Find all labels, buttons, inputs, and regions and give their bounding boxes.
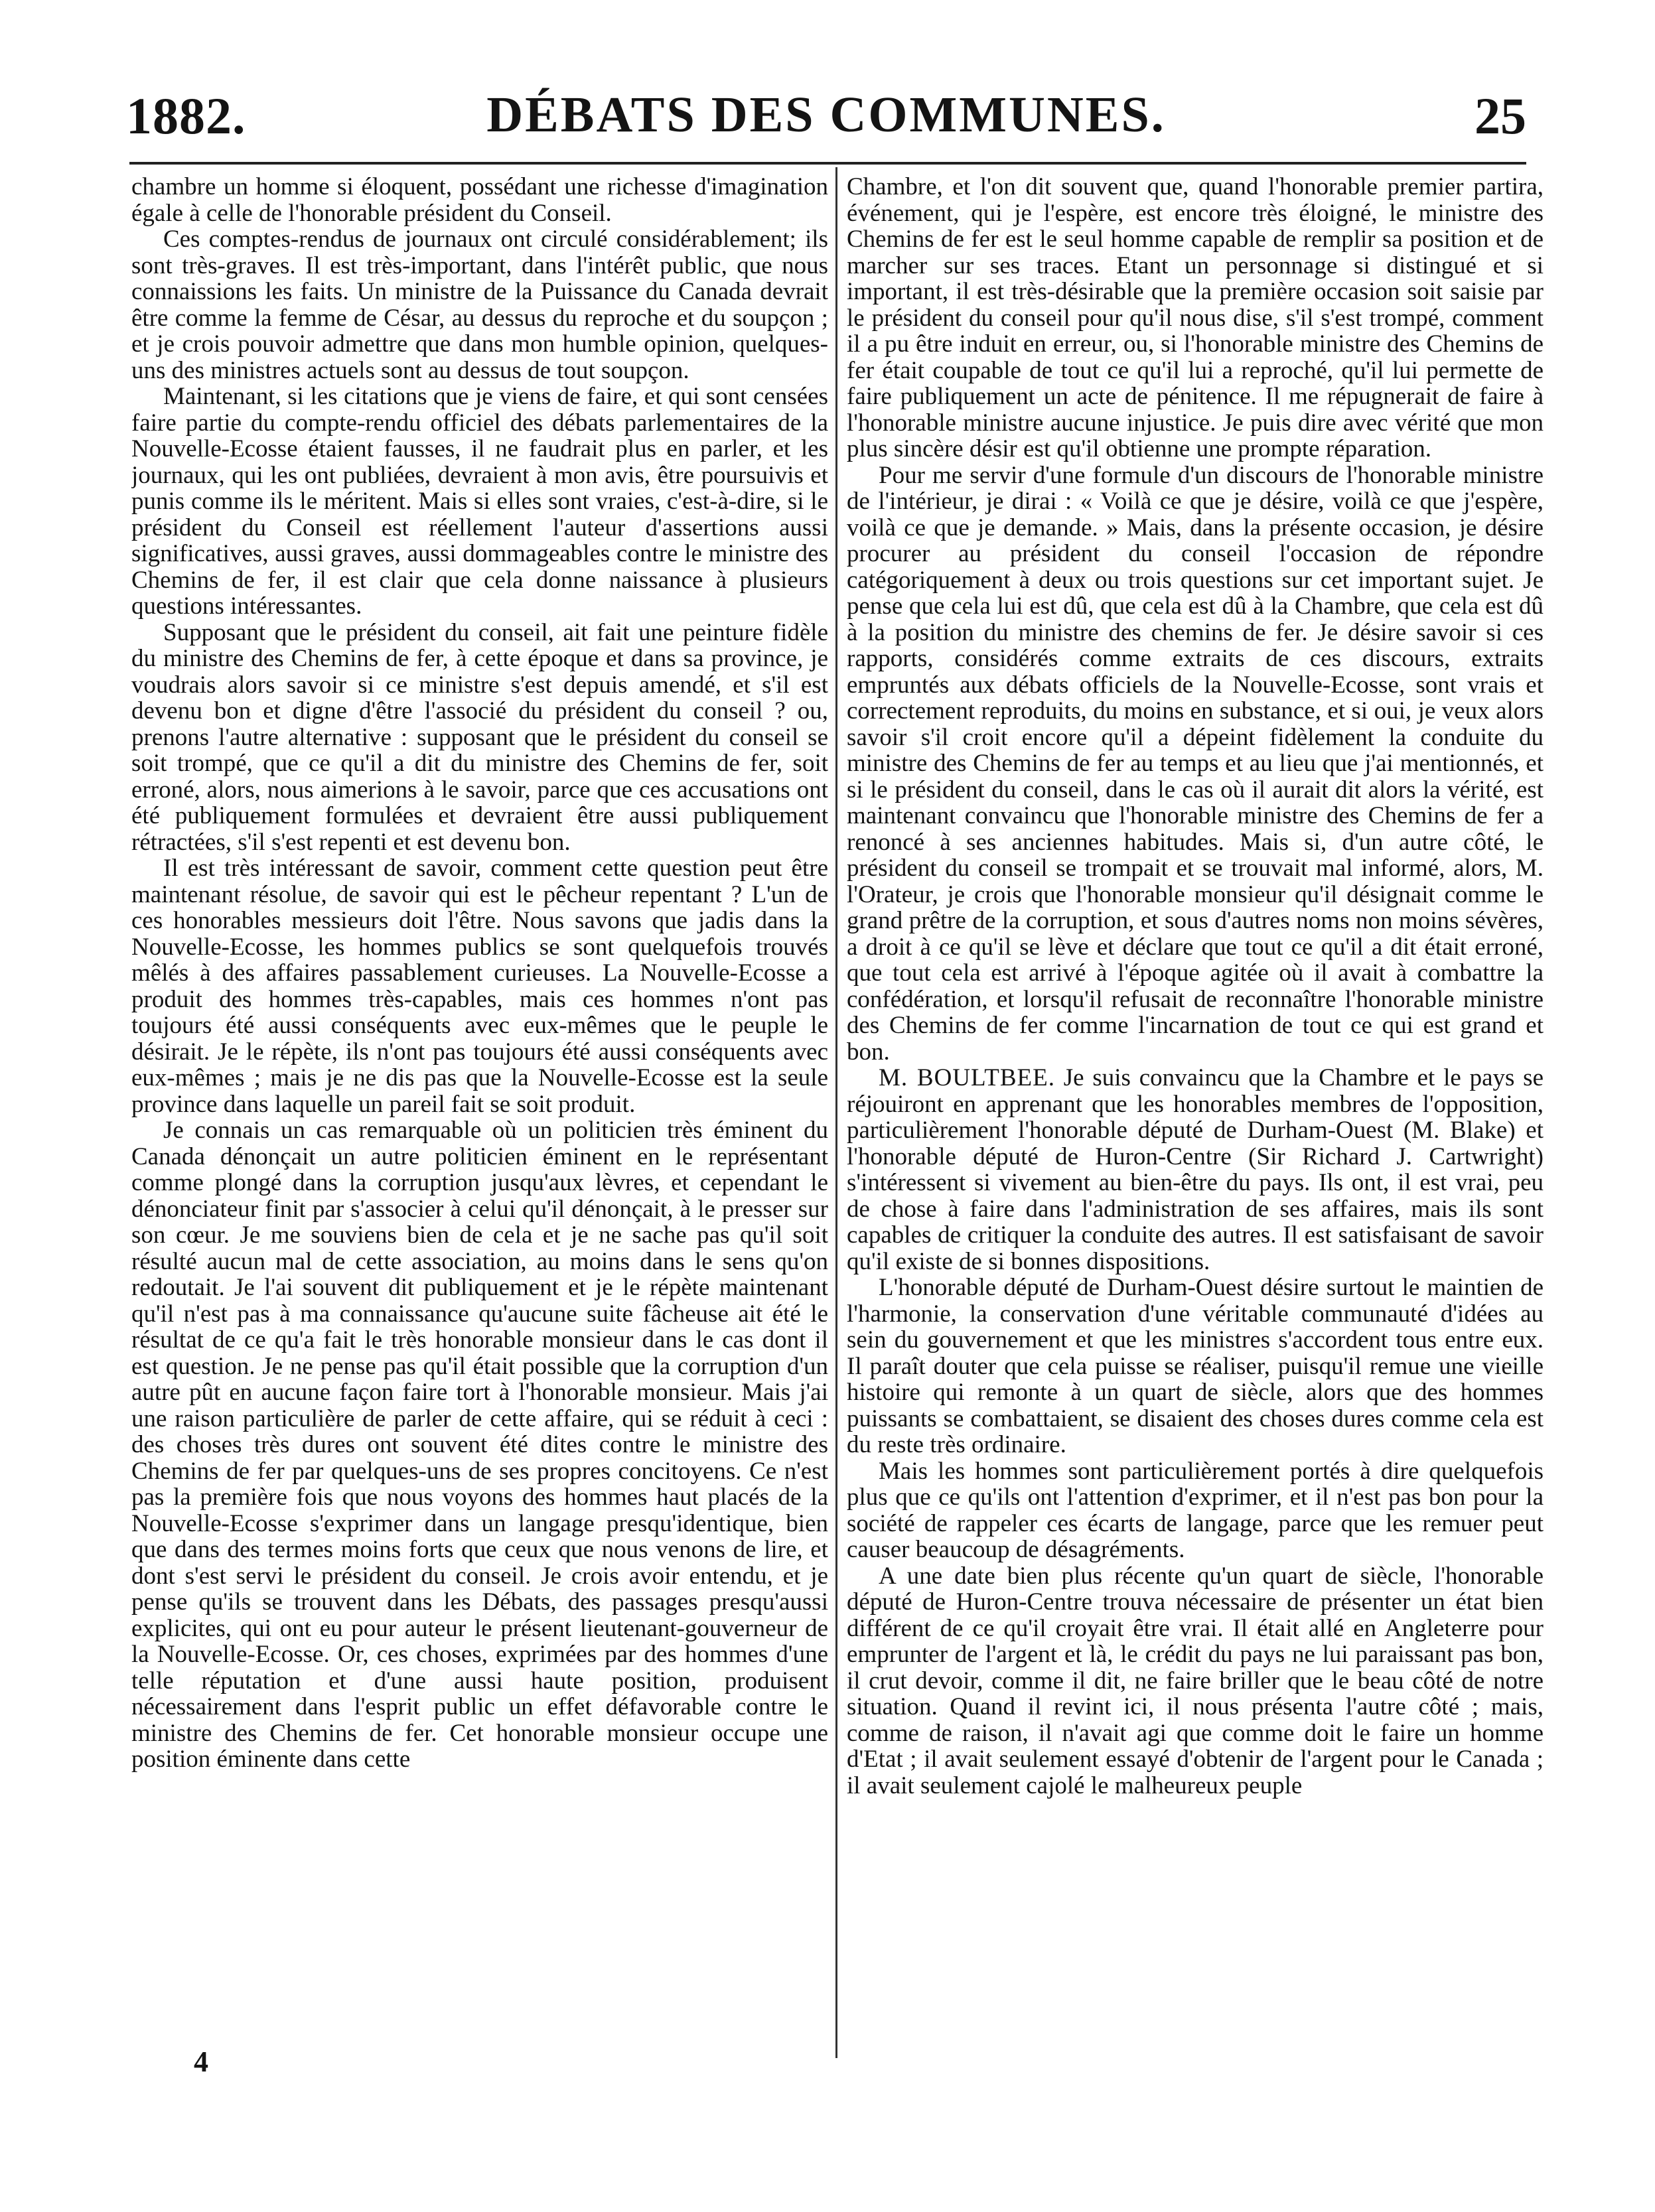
header-rule	[129, 162, 1526, 165]
speech-text: Je suis convaincu que la Chambre et le pays se réjouiront en apprenant que les honorables membres de l'opposition, particulièrement l'honorable député de Durham-Ouest (M. Blake) et l'honorable député de Huron-Centre (Sir Richard J. Cartwright) s'intéressent si vivement au bien-être du pays. Ils ont, il est vrai, peu de chose à faire dans l'administration de ses affaires, mais ils sont capables de critiquer la conduite des autres. Il est satisfaisant de savoir qu'il existe de si bonnes dispositions.	[847, 1064, 1544, 1275]
header-page-number: 25	[1475, 87, 1526, 145]
signature-mark: 4	[194, 2045, 208, 2078]
paragraph: Ces comptes-rendus de journaux ont circulé considérablement; ils sont très-graves. Il est très-important, dans l'intérêt public, que nous connaissions les faits. Un ministre de la Puissance du Canada devrait être comme la femme de César, au dessus du reproche et du soupçon ; et je crois pouvoir admettre que dans mon humble opinion, quelques-uns des ministres actuels sont au dessus de tout soupçon.	[131, 226, 828, 384]
paragraph: Chambre, et l'on dit souvent que, quand l'honorable premier partira, événement, qui je l'espère, est encore très éloigné, le ministre des Chemins de fer est le seul homme capable de remplir sa position et de marcher sur ses traces. Etant un personnage si distingué et si important, il est très-désirable que la première occasion soit saisie par le président du conseil pour qu'il nous dise, s'il s'est trompé, comment il a pu être induit en erreur, ou, si l'honorable ministre des Chemins de fer était coupable de tout ce qu'il lui a reproché, qu'il lui permette de faire publiquement un acte de pénitence. Il me répugnerait de faire à l'honorable ministre aucune injustice. Je puis dire avec vérité que mon plus sincère désir est qu'il obtienne une prompte réparation.	[847, 174, 1544, 462]
right-column	[847, 174, 1544, 2058]
header-title: DÉBATS DES COMMUNES.	[486, 87, 1166, 143]
paragraph: Il est très intéressant de savoir, comment cette question peut être maintenant résolue, de savoir qui est le pêcheur repentant ? L'un de ces honorables messieurs doit l'être. Nous savons que jadis dans la Nouvelle-Ecosse, les hommes publics se sont quelquefois trouvés mêlés à des affaires passablement curieuses. La Nouvelle-Ecosse a produit des hommes très-capables, mais ces hommes n'ont pas toujours été aussi conséquents avec eux-mêmes que le peuple le désirait. Je le répète, ils n'ont pas toujours été aussi conséquents avec eux-mêmes ; mais je ne dis pas que la Nouvelle-Ecosse est la seule province dans laquelle un pareil fait se soit produit.	[131, 855, 828, 1118]
page-header	[126, 86, 1526, 153]
paragraph: Maintenant, si les citations que je viens de faire, et qui sont censées faire partie du compte-rendu officiel des débats parlementaires de la Nouvelle-Ecosse étaient fausses, il ne faudrait plus en parler, et les journaux, qui les ont publiées, devraient à mon avis, être poursuivis et punis comme ils le méritent. Mais si elles sont vraies, c'est-à-dire, si le président du Conseil est réellement l'auteur d'assertions aussi significatives, aussi graves, aussi dommageables contre le ministre des Chemins de fer, il est clair que cela donne naissance à plusieurs questions intéressantes.	[131, 383, 828, 620]
paragraph: Supposant que le président du conseil, ait fait une peinture fidèle du ministre des Chemins de fer, à cette époque et dans sa province, je voudrais alors savoir si ce ministre s'est depuis amendé, et s'il est devenu bon et digne d'être l'associé du président du conseil ? ou, prenons l'autre alternative : supposant que le président du conseil se soit trompé, que ce qu'il a dit du ministre des Chemins de fer, soit erroné, alors, nous aimerions à le savoir, parce que ces accusations ont été publiquement formulées et devraient être aussi publiquement rétractées, s'il s'est repenti et est devenu bon.	[131, 618, 828, 856]
paragraph: chambre un homme si éloquent, possédant une richesse d'imagination égale à celle de l'honorable président du Conseil.	[131, 174, 828, 227]
column-divider	[835, 167, 837, 2058]
left-column	[131, 174, 828, 2058]
paragraph: L'honorable député de Durham-Ouest désire surtout le maintien de l'harmonie, la conservation d'une véritable communauté d'idées au sein du gouvernement et que les ministres s'accordent tous entre eux. Il paraît douter que cela puisse se réaliser, puisqu'il remue une vieille histoire qui remonte à un quart de siècle, alors que des hommes puissants se combattaient, se disaient des choses dures comme cela est du reste très ordinaire.	[847, 1274, 1544, 1458]
speaker-name: M. BOULTBEE.	[879, 1064, 1055, 1091]
paragraph: Mais les hommes sont particulièrement portés à dire quelquefois plus que ce qu'ils ont l'attention d'exprimer, et il n'est pas bon pour la société de rappeler ces écarts de langage, parce que les remuer peut causer beaucoup de désagréments.	[847, 1457, 1544, 1563]
paragraph: Je connais un cas remarquable où un politicien très éminent du Canada dénonçait un autre politicien éminent en le représentant comme plongé dans la corruption jusqu'aux lèvres, et cependant le dénonciateur finit par s'associer à celui qu'il dénonçait, à le presser sur son cœur. Je me souviens bien de cela et je ne sache pas qu'il soit résulté aucun mal de cette association, au moins dans le sens qu'on redoutait. Je l'ai souvent dit publiquement et je le répète maintenant qu'il n'est pas à ma connaissance qu'aucune suite fâcheuse ait été le résultat de ce qu'a fait le très honorable monsieur dans le cas dont il est question. Je ne pense pas qu'il était possible que la corruption d'un autre pût en aucune façon faire tort à l'honorable monsieur. Mais j'ai une raison particulière de parler de cette affaire, qui se réduit à ceci : des choses très dures ont souvent été dites contre le ministre des Chemins de fer par quelques-uns de ses propres concitoyens. Ce n'est pas la première fois que nous voyons des hommes haut placés de la Nouvelle-Ecosse s'exprimer dans un langage presqu'identique, bien que dans des termes moins forts que ceux que nous venons de lire, et dont s'est servi le président du conseil. Je crois avoir entendu, et je pense qu'ils se trouvent dans les Débats, des passages presqu'aussi explicites, qui ont eu pour auteur le présent lieutenant-gouverneur de la Nouvelle-Ecosse. Or, ces choses, exprimées par des hommes d'une telle réputation et d'une aussi haute position, produisent nécessairement dans l'esprit public un effet défavorable contre le ministre des Chemins de fer. Cet honorable monsieur occupe une position éminente dans cette	[131, 1117, 828, 1773]
paragraph: A une date bien plus récente qu'un quart de siècle, l'honorable député de Huron-Centre trouva nécessaire de présenter un état bien différent de ce qu'il croyait être vrai. Il était allé en Angleterre pour emprunter de l'argent et là, le crédit du pays ne lui paraissant pas bon, il crut devoir, comme il dit, ne faire briller que le beau côté de notre situation. Quand il revint ici, il nous présenta l'autre côté ; mais, comme de raison, il n'avait agi que comme doit le faire un homme d'Etat ; il avait seulement essayé d'obtenir de l'argent pour le Canada ; il avait seulement cajolé le malheureux peuple	[847, 1562, 1544, 1799]
speech-paragraph	[847, 1065, 1544, 1275]
paragraph: Pour me servir d'une formule d'un discours de l'honorable ministre de l'intérieur, je dirai : « Voilà ce que je désire, voilà ce que j'espère, voilà ce que je demande. » Mais, dans la présente occasion, je désire procurer au président du conseil l'occasion de répondre catégoriquement à deux ou trois questions sur cet important sujet. Je pense que cela lui est dû, que cela est dû à la Chambre, que cela est dû à la position du ministre des chemins de fer. Je désire savoir si ces rapports, considérés comme extraits de ces discours, extraits empruntés aux débats officiels de la Nouvelle-Ecosse, sont vrais et correctement reproduits, du moins en substance, et si oui, je veux alors savoir s'il croit encore qu'il a dépeint fidèlement la conduite du ministre des Chemins de fer au temps et au lieu que j'ai mentionnés, et si le président du conseil, dans le cas où il aurait dit alors la vérité, est maintenant convaincu que l'honorable ministre des Chemins de fer a renoncé à ses anciennes habitudes. Mais si, d'un autre côté, le président du conseil se trompait et se trouvait mal informé, alors, M. l'Orateur, je crois que l'honorable monsieur qu'il désignait comme le grand prêtre de la corruption, et sous d'autres noms non moins sévères, a droit à ce qu'il se lève et déclare que tout ce qu'il a dit était erroné, que tout cela est arrivé à l'époque agitée où il avait à combattre la confédération, et lorsqu'il refusait de reconnaître l'honorable ministre des Chemins de fer comme l'incarnation de tout ce qui est grand et bon.	[847, 461, 1544, 1066]
header-year: 1882.	[126, 87, 246, 145]
